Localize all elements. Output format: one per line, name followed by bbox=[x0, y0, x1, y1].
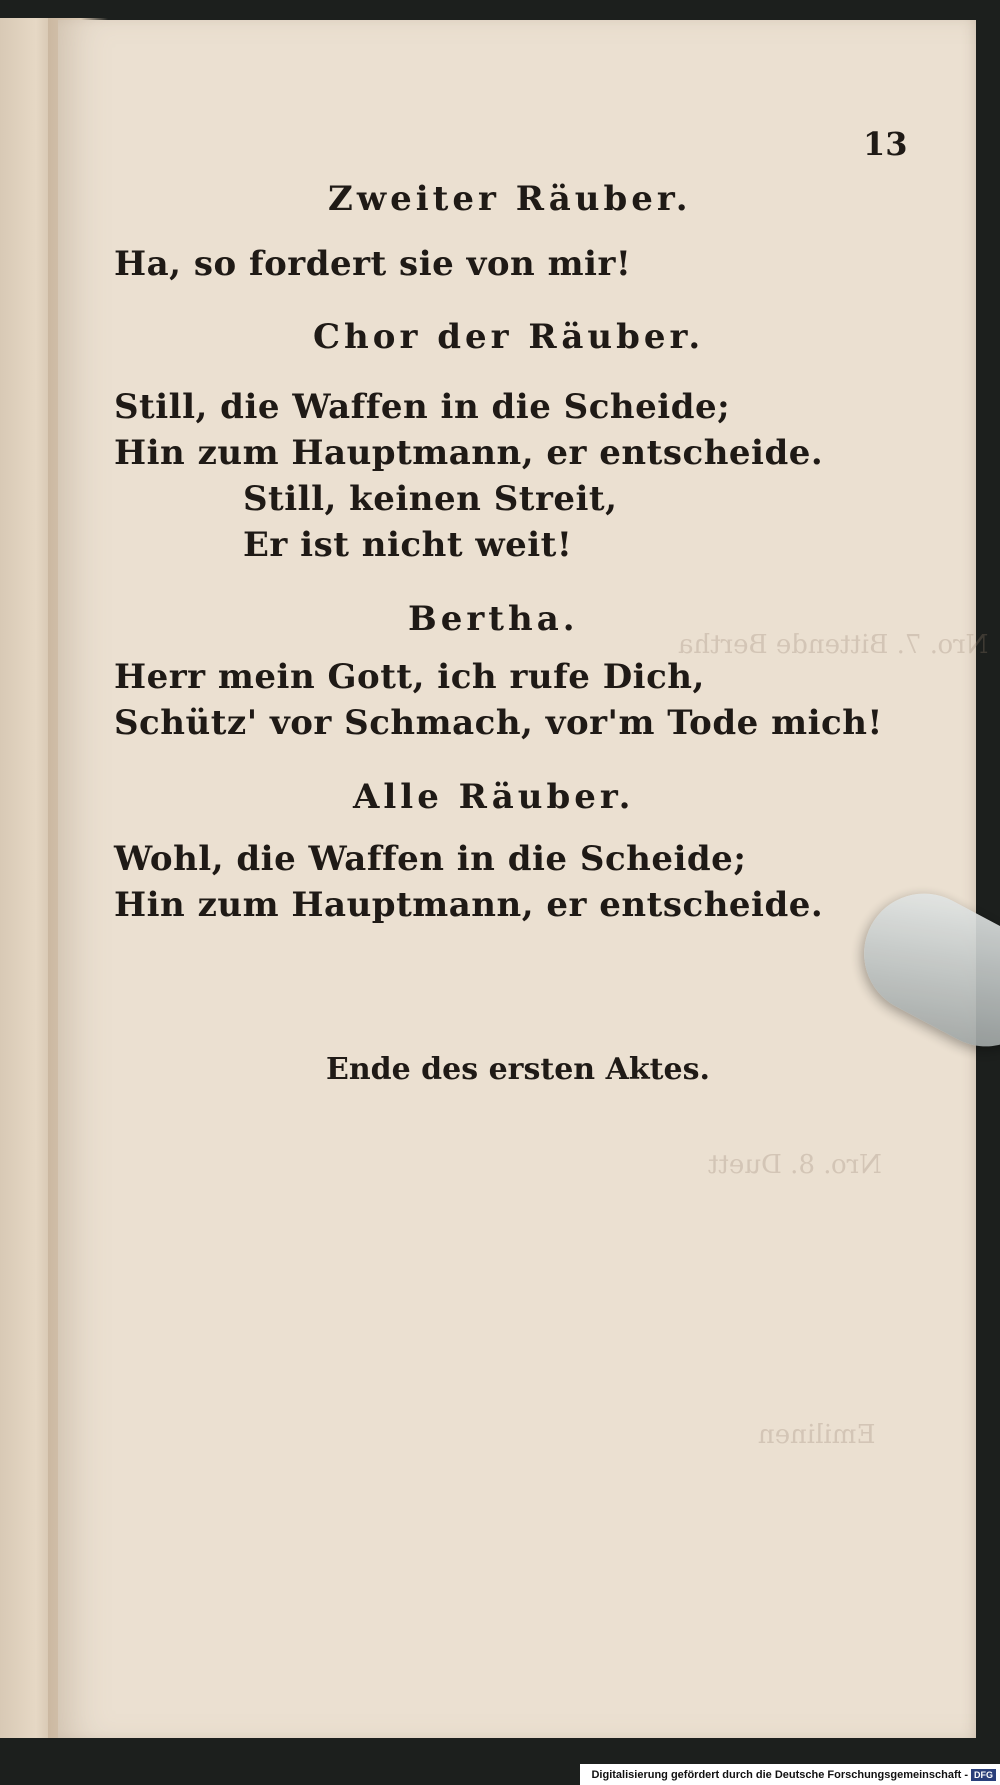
page-number: 13 bbox=[863, 125, 908, 163]
footer-credit: Digitalisierung gefördert durch die Deutsche Forschungsgemeinschaft - bbox=[591, 1768, 968, 1781]
book-page bbox=[58, 20, 989, 1738]
speaker-heading: Zweiter Räuber. bbox=[328, 179, 692, 219]
speaker-heading: Chor der Räuber. bbox=[313, 317, 705, 357]
verse-line: Still, keinen Streit, bbox=[243, 479, 618, 519]
verse-line: Schütz' vor Schmach, vor'm Tode mich! bbox=[114, 703, 883, 743]
show-through-text: Emilinen bbox=[758, 1420, 876, 1450]
speaker-heading: Bertha. bbox=[408, 599, 579, 639]
verse-line: Ha, so fordert sie von mir! bbox=[114, 244, 632, 284]
verse-line: Wohl, die Waffen in die Scheide; bbox=[114, 839, 747, 879]
verse-line: Still, die Waffen in die Scheide; bbox=[114, 387, 731, 427]
show-through-text: Nro. 8. Duett bbox=[708, 1150, 882, 1180]
speaker-heading: Alle Räuber. bbox=[353, 777, 635, 817]
verse-line: Herr mein Gott, ich rufe Dich, bbox=[114, 657, 705, 697]
verse-line: Hin zum Hauptmann, er entscheide. bbox=[114, 885, 824, 925]
act-ending: Ende des ersten Aktes. bbox=[326, 1052, 710, 1087]
verse-line: Hin zum Hauptmann, er entscheide. bbox=[114, 433, 824, 473]
show-through-text: Nro. 7. Bittende Bertha bbox=[678, 630, 989, 660]
verse-line: Er ist nicht weit! bbox=[243, 525, 573, 565]
digitization-footer bbox=[580, 1764, 1000, 1785]
dfg-logo: DFG bbox=[971, 1769, 996, 1781]
